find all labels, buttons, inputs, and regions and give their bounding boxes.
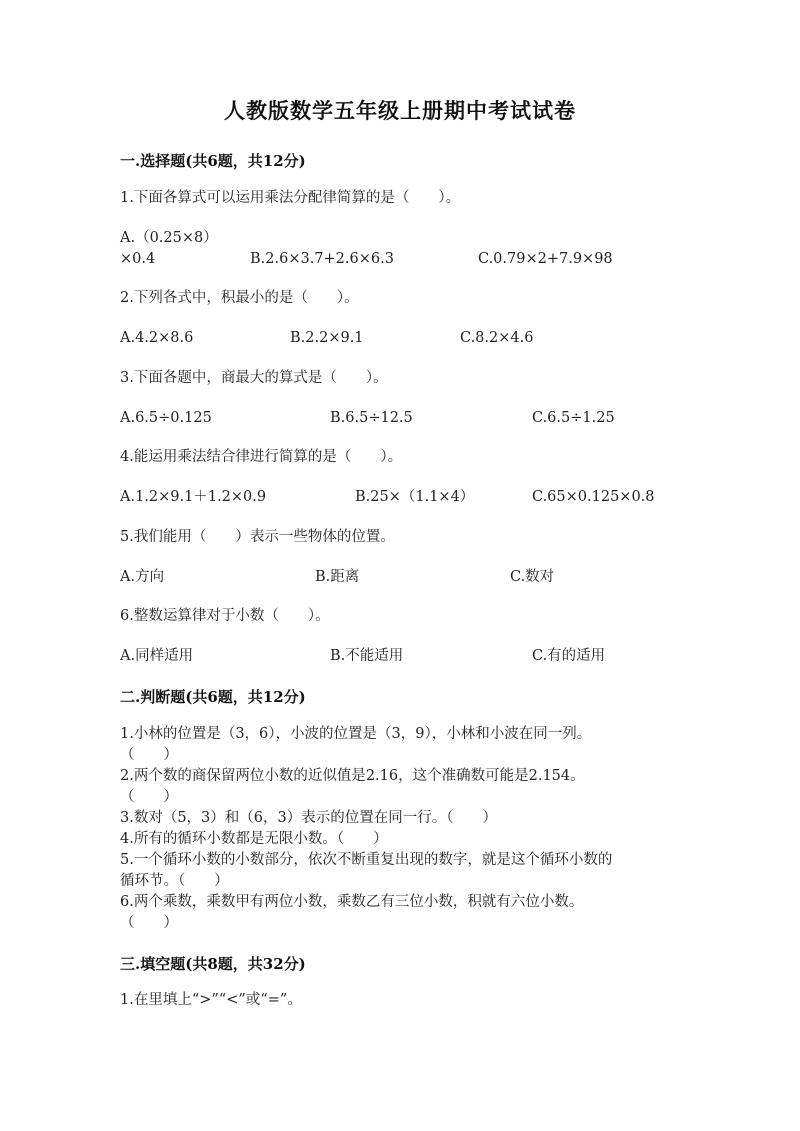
choice-q2-option-a: A.4.2×8.6: [120, 330, 194, 346]
choice-q6-option-a: A.同样适用: [120, 648, 194, 664]
section-heading-judge: 二.判断题(共6题，共12分): [120, 688, 306, 706]
judge-item-5-line-2: 循环节。（ ）: [120, 873, 229, 889]
judge-item-2-line-2: （ ）: [120, 789, 178, 805]
choice-q3-option-a: A.6.5÷0.125: [120, 410, 212, 426]
judge-item-3-line-1: 3.数对（5，3）和（6，3）表示的位置在同一行。（ ）: [120, 810, 497, 826]
section-heading-fill: 三.填空题(共8题，共32分): [120, 955, 306, 973]
choice-q2-stem: 2.下列各式中，积最小的是（ ）。: [120, 290, 359, 306]
choice-q2-option-c: C.8.2×4.6: [460, 330, 534, 346]
judge-item-4: [120, 829, 680, 850]
section-heading-choice: 一.选择题(共6题，共12分): [120, 152, 306, 170]
choice-q1-option-a: A.（0.25×8）×0.4: [120, 230, 218, 267]
exam-title: 人教版数学五年级上册期中考试试卷: [224, 98, 576, 123]
choice-q4-option-c: C.65×0.125×0.8: [532, 489, 655, 505]
choice-q5-option-c: C.数对: [510, 569, 555, 585]
choice-q6-option-c: C.有的适用: [532, 648, 606, 664]
choice-q4-option-a: A.1.2×9.1＋1.2×0.9: [120, 489, 267, 505]
choice-q6-option-b: B.不能适用: [330, 648, 404, 664]
choice-q1-stem: 1.下面各算式可以运用乘法分配律简算的是（ ）。: [120, 190, 461, 206]
judge-item-6-line-2: （ ）: [120, 915, 178, 931]
judge-item-6-line-1: 6.两个乘数，乘数甲有两位小数，乘数乙有三位小数，积就有六位小数。: [120, 894, 584, 910]
choice-q3-option-c: C.6.5÷1.25: [532, 410, 615, 426]
choice-q4-option-b: B.25×（1.1×4）: [355, 489, 475, 505]
judge-item-1-line-2: （ ）: [120, 747, 178, 763]
judge-item-4-line-1: 4.所有的循环小数都是无限小数。（ ）: [120, 831, 388, 847]
choice-q3-option-b: B.6.5÷12.5: [330, 410, 413, 426]
judge-item-5: [120, 850, 680, 892]
choice-q5-option-a: A.方向: [120, 569, 165, 585]
choice-q1-option-b: B.2.6×3.7+2.6×6.3: [250, 251, 394, 267]
choice-q4-stem: 4.能运用乘法结合律进行简算的是（ ）。: [120, 449, 403, 465]
judge-item-2-line-1: 2.两个数的商保留两位小数的近似值是2.16，这个准确数可能是2.154。: [120, 768, 585, 784]
judge-item-1-line-1: 1.小林的位置是（3，6），小波的位置是（3，9），小林和小波在同一列。: [120, 726, 592, 742]
choice-q2-option-b: B.2.2×9.1: [290, 330, 364, 346]
fill-q1-stem: 1.在里填上“>”“<”或“=”。: [120, 992, 302, 1008]
judge-item-6: [120, 892, 680, 934]
choice-q1-option-c: C.0.79×2+7.9×98: [478, 251, 613, 267]
judge-item-2: [120, 766, 680, 808]
judge-item-1: [120, 724, 680, 766]
judge-item-3: [120, 808, 680, 829]
judge-item-5-line-1: 5.一个循环小数的小数部分，依次不断重复出现的数字，就是这个循环小数的: [120, 852, 613, 868]
choice-q3-stem: 3.下面各题中，商最大的算式是（ ）。: [120, 370, 388, 386]
choice-q6-stem: 6.整数运算律对于小数（ ）。: [120, 608, 330, 624]
choice-q5-option-b: B.距离: [315, 569, 360, 585]
choice-q5-stem: 5.我们能用（ ）表示一些物体的位置。: [120, 529, 395, 545]
